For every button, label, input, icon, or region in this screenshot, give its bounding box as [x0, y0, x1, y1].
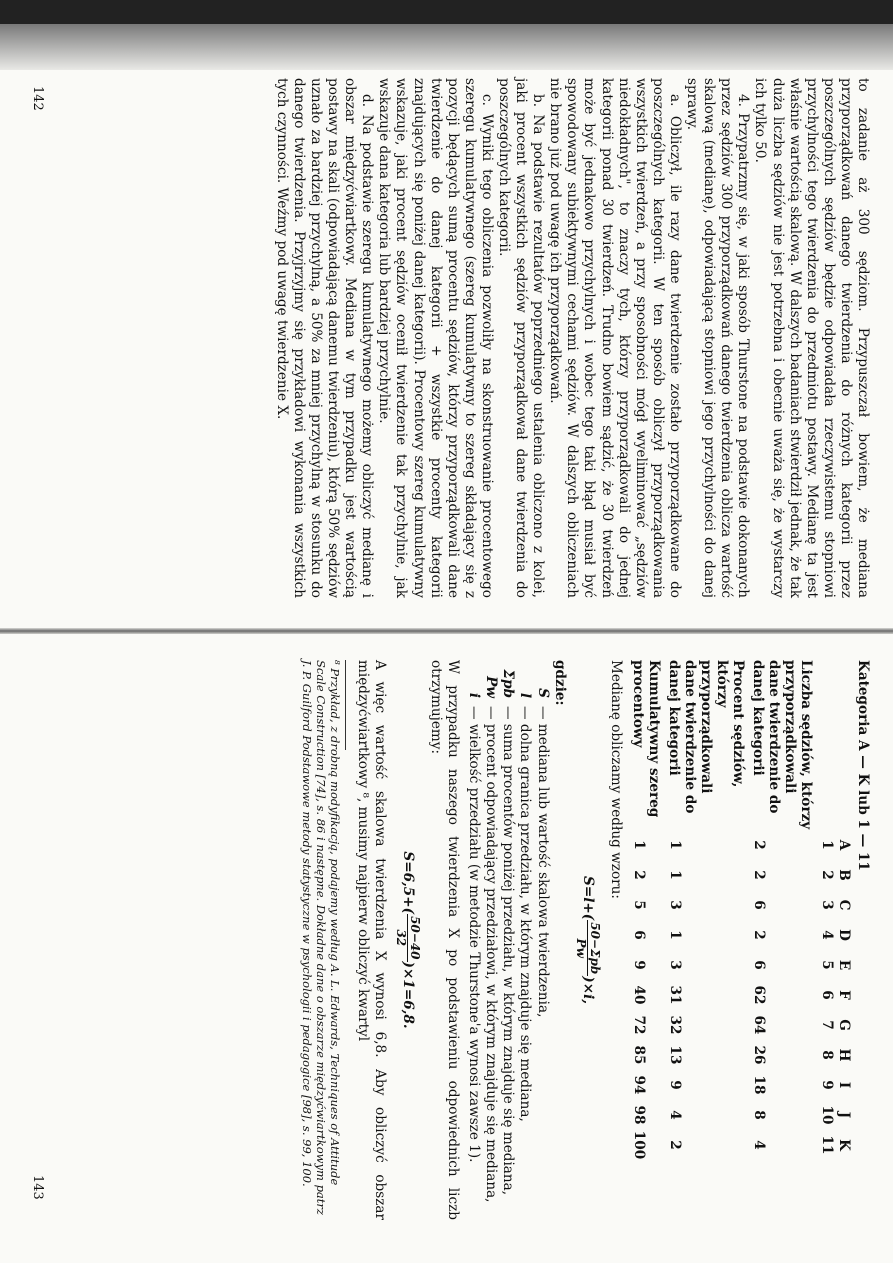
- column-number: 10: [818, 1105, 835, 1125]
- page-number-right: 143: [30, 1175, 45, 1200]
- definition-item: [499, 660, 516, 1220]
- column-number: 9: [818, 1080, 835, 1090]
- table-cell: 1: [630, 840, 647, 850]
- definition-item: [482, 660, 499, 1220]
- where-label: gdzie:: [551, 660, 568, 706]
- table-cell: 2: [630, 870, 647, 880]
- table-cell: 2: [666, 1140, 683, 1150]
- table-header-numbers: [818, 660, 835, 1220]
- column-letter: I: [835, 1081, 852, 1089]
- table-cell: 18: [750, 1075, 767, 1095]
- column-number: 7: [818, 1020, 835, 1030]
- definitions-list: [465, 660, 550, 1220]
- definition-text: — procent odpowiadający przedziałowi, w którym znajduje się mediana,: [483, 706, 500, 1203]
- formula-intro: Medianę obliczamy według wzoru:: [607, 660, 624, 899]
- column-number: 6: [818, 990, 835, 1000]
- column-letter: G: [835, 1019, 852, 1031]
- paragraph: b. Na podstawie rezultatów poprzedniego ustalenia obliczono z kolei, jaki procent wszystkich sędziów przyporządkował dane twierdzenia do poszczególnych kategorii.: [496, 78, 547, 598]
- median-formula: S=l+( 50−Σpb Pw )×i,: [573, 876, 602, 1004]
- column-letter: E: [835, 959, 852, 971]
- left-page-text: [273, 78, 871, 598]
- definition-item: [465, 660, 482, 1220]
- column-number: 3: [818, 900, 835, 910]
- definition-text: — dolna granica przedziału, w którym znajduje się mediana,: [517, 706, 534, 1122]
- paragraph: to zadanie aż 300 sędziom. Przypuszczał bowiem, że mediana przyporządkowań danego twierdzenia do różnych kategorii przez poszczególnych sędziów będzie odpowiadała rzeczywistemu stopniowi przychylności tego twierdzenia do przedmiotu postawy. Medianę ta jest właśnie wartością skalową. W dalszych badaniach stwierdził jednak, że tak duża liczba sędziów nie jest potrzebna i obecnie uważa się, że wystarczy ich tylko 50.: [752, 78, 871, 598]
- definition-symbol: i: [466, 692, 483, 698]
- table-cell: 85: [630, 1045, 647, 1065]
- table-header-letters: [835, 660, 852, 1220]
- column-letter: K: [835, 1139, 852, 1151]
- footnote-rule: [345, 660, 346, 750]
- column-letter: F: [835, 990, 852, 1000]
- definition-symbol: l: [517, 692, 534, 698]
- definition-symbol: Pw: [483, 676, 500, 698]
- footnote: ⁸ Przykład, z drobną modyfikacją, podajemy według A. L. Edwards, Techniques of Attitude Scale Construction [74], s. 86 i następne. Dokładne dane o obszarze międzyćwiartkowym patrz J. P. Guilford Podstawowe metody statystyczne w psychologii i pedagogice [98], s. 99, 100.: [299, 660, 342, 1215]
- definition-item: [516, 660, 533, 1220]
- table-cell: 2: [750, 930, 767, 940]
- definition-text: — mediana lub wartość skalowa twierdzenia,: [534, 706, 551, 1018]
- row-label: Procent sędziów, którzy przyporządkowali dane twierdzenie do danej kategorii: [665, 660, 746, 814]
- definition-text: — wielkość przedziału (w metodzie Thurstone'a wynosi zawsze 1).: [466, 706, 483, 1163]
- table-cell: 6: [630, 930, 647, 940]
- column-letter: A: [835, 839, 852, 851]
- table-cell: 64: [750, 1015, 767, 1035]
- column-letter: C: [835, 899, 852, 911]
- column-letter: B: [835, 869, 852, 881]
- right-page-text: [300, 660, 871, 1220]
- table-cell: 5: [630, 900, 647, 910]
- definition-text: — suma procentów poniżej przedziału, w którym znajduje się mediana,: [500, 706, 517, 1196]
- table-cell: 13: [666, 1045, 683, 1065]
- paragraph: d. Na podstawie szeregu kumulatywnego możemy obliczyć medianę i obszar międzyćwiartkowy. Mediana w tym przypadku jest wartością postawy na skali (odpowiadającą danemu twierdzeniu), którą 50% sędziów uznało za bardziej przychylną, a 50% za mniej przychylną w stosunku do danego twierdzenia. Przyjrzyjmy się przykładowi wykonania wszystkich tych czynności. Weźmy pod uwagę twierdzenie X.: [273, 78, 376, 598]
- table-cell: 4: [666, 1110, 683, 1120]
- paragraph: a. Obliczył, ile razy dane twierdzenie zostało przyporządkowane do poszczególnych kategorii. W ten sposób obliczył przyporządkowania wszystkich twierdzeń, a przy sposobności mógł wyeliminować „sędziów niedokładnych", to znaczy tych, którzy przyporządkowali do jednej kategorii ponad 30 twierdzeń. Trudno bowiem sądzić, że 30 twierdzeń może być jednakowo przychylnych i wobec tego taki błąd musiał być spowodowany subiektywnymi cechami sędziów. W dalszych obliczeniach nie brano już pod uwagę ich przyporządkowań.: [547, 78, 683, 598]
- column-number: 1: [818, 840, 835, 850]
- column-number: 5: [818, 960, 835, 970]
- definition-item: [533, 660, 550, 1220]
- table-cell: 6: [750, 960, 767, 970]
- table-cell: 62: [750, 985, 767, 1005]
- table-cell: 6: [750, 900, 767, 910]
- table-cell: 3: [666, 900, 683, 910]
- paragraph: c. Wyniki tego obliczenia pozwoliły na skonstruowanie procentowego szeregu kumulatywnego (szereg kumulatywny to szereg składający się z pozycji będących sumą procentu sędziów, którzy przyporządkowali dane twierdzenie do danej kategorii + wszystkie procenty kategorii znajdujących się poniżej danej kategorii). Procentowy szereg kumulatywny wskazuje, jaki procent sędziów ocenił twierdzenie tak przychylnie, jak wskazuje dana kategoria lub bardziej przychylnie.: [376, 78, 495, 598]
- column-number: 8: [818, 1050, 835, 1060]
- table-cell: 9: [666, 1080, 683, 1090]
- definition-symbol: Σpb: [500, 669, 517, 698]
- table-cell: 98: [630, 1105, 647, 1125]
- column-number: 11: [818, 1135, 835, 1155]
- column-letter: H: [835, 1048, 852, 1062]
- table-cell: 40: [630, 985, 647, 1005]
- table-cell: 2: [750, 870, 767, 880]
- paragraph: 4. Przypatrzmy się, w jaki sposób Thurstone na podstawie dokonanych przez sędziów 300 przyporządkowań danego twierdzenia oblicza wartość skalową (medianę), odpowiadającą stopniowi jego przychylności do danej sprawy.: [684, 78, 752, 598]
- table-row: [630, 660, 662, 1220]
- table-cell: 26: [750, 1045, 767, 1065]
- table-title: Kategoria A — K lub 1 — 11: [855, 660, 871, 871]
- table-cell: 2: [750, 840, 767, 850]
- table-cell: 31: [666, 985, 683, 1005]
- table-cell: 1: [666, 930, 683, 940]
- table-cell: 32: [666, 1015, 683, 1035]
- table-cell: 94: [630, 1075, 647, 1095]
- column-number: 4: [818, 930, 835, 940]
- table-cell: 8: [750, 1110, 767, 1120]
- table-body: [630, 660, 814, 1220]
- table-cell: 100: [630, 1130, 647, 1160]
- definition-symbol: S: [534, 688, 551, 698]
- row-label: Kumulatywny szereg procentowy: [629, 660, 662, 818]
- conclusion-text: A więc wartość skalowa twierdzenia X wynosi 6,8. Aby obliczyć obszar międzyćwiartkowy ⁸, musimy najpierw obliczyć kwartyl: [354, 660, 388, 1220]
- table-cell: 72: [630, 1015, 647, 1035]
- page-number-left: 142: [30, 86, 45, 111]
- table-cell: 4: [750, 1140, 767, 1150]
- example-formula: S=6,5+( 50−40 32 )×1=6,8.: [393, 851, 422, 1029]
- table-cell: 1: [666, 840, 683, 850]
- table-cell: 9: [630, 960, 647, 970]
- column-number: 2: [818, 870, 835, 880]
- table-cell: 1: [666, 870, 683, 880]
- column-letter: J: [835, 1111, 852, 1119]
- table-row: [666, 660, 746, 1220]
- column-letter: D: [835, 929, 852, 941]
- example-text: W przypadku naszego twierdzenia X po podstawieniu odpowiednich liczb otrzymujemy:: [427, 660, 462, 1220]
- row-label: Liczba sędziów, którzy przyporządkowali dane twierdzenie do danej kategorii: [749, 660, 814, 830]
- table-row: [750, 660, 814, 1220]
- table-cell: 3: [666, 960, 683, 970]
